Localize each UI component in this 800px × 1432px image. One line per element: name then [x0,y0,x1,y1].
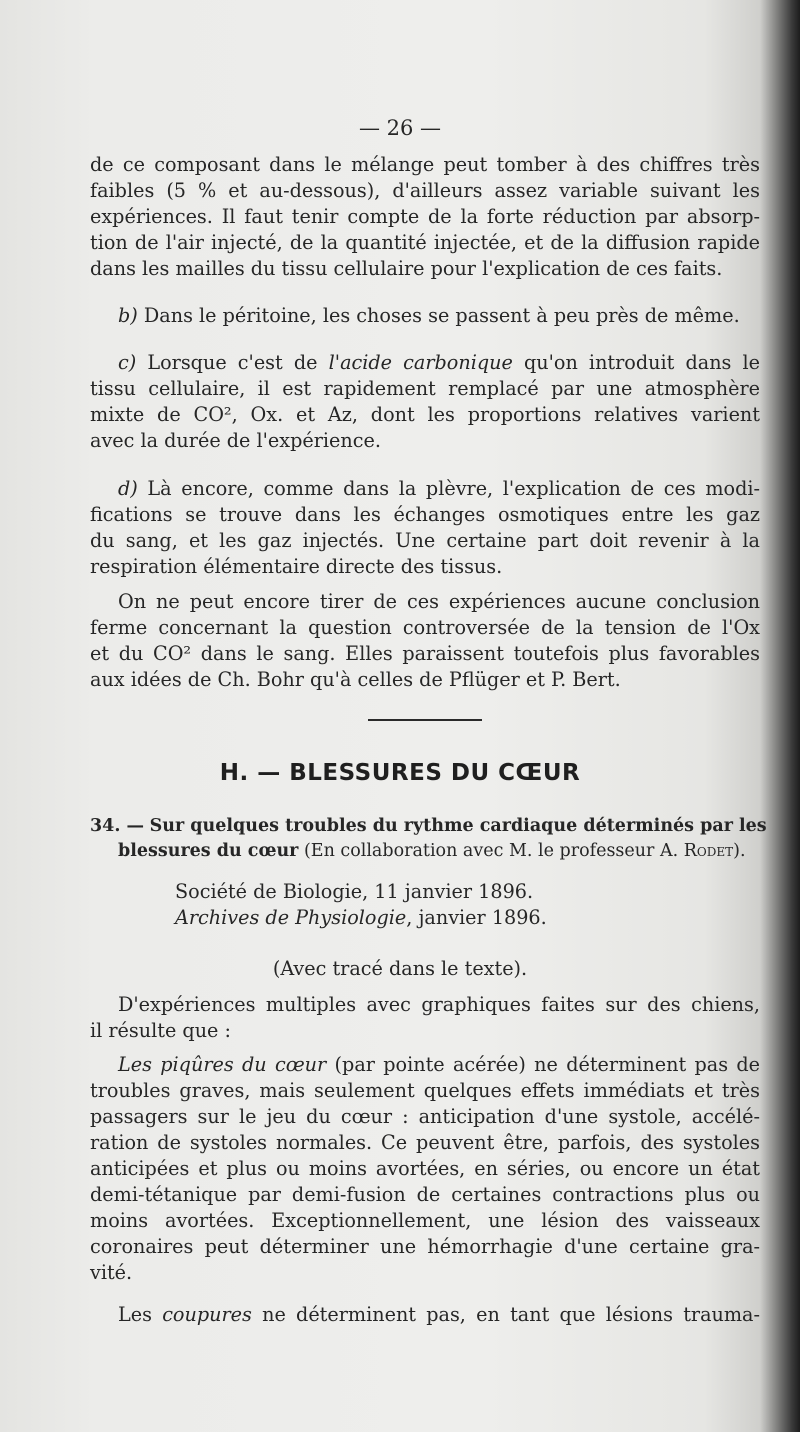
text-line: de ce composant dans le mélange peut tomber à des chiffres très [90,153,760,176]
text-line: aux idées de Ch. Bohr qu'à celles de Pflüger et P. Bert. [90,668,621,691]
text-line: moins avortées. Exceptionnellement, une lésion des vaisseaux [90,1209,760,1232]
text-line: D'expériences multiples avec graphiques faites sur des chiens, [118,993,760,1016]
text-line: tion de l'air injecté, de la quantité injectée, et de la diffusion rapide [90,231,760,254]
text-line: vité. [90,1261,133,1284]
source-reference: Société de Biologie, 11 janvier 1896. [175,880,534,903]
text-line: il résulte que : [90,1019,231,1042]
text-line: tissu cellulaire, il est rapidement remplacé par une atmosphère [90,377,760,400]
source-reference [175,905,547,931]
entry-collaboration: (En collaboration avec M. le professeur A. [303,841,679,861]
text-line: On ne peut encore tirer de ces expériences aucune conclusion [118,590,760,613]
text-line: mixte de CO², Ox. et Az, dont les proportions relatives varient [90,403,760,426]
italic-term: Les piqûres du cœur [118,1053,327,1076]
entry-number: 34. — [90,816,145,836]
paragraph-d-line [118,476,760,502]
italic-term: coupures [162,1303,252,1326]
text-span: Lorsque c'est de [147,351,318,374]
section-heading: H. — BLESSURES DU CŒUR [219,760,581,786]
page-number: — 26 — [358,116,442,140]
collaborator-name: Rodet [683,841,734,861]
text-line: expériences. Il faut tenir compte de la forte réduction par absorp- [90,205,760,228]
entry-title: Sur quelques troubles du rythme cardiaque déterminés par les [149,816,767,836]
text-line: et du CO² dans le sang. Elles paraissent toutefois plus favorables [90,642,760,665]
text-span: , janvier 1896. [406,906,547,929]
paragraph-label: c) [118,351,137,374]
text-line: ferme concernant la question controversée de la tension de l'Ox [90,616,760,639]
text-line: avec la durée de l'expérience. [90,429,381,452]
paragraph-c-line [118,350,760,376]
paragraph-label: d) [118,477,138,500]
text-span: (par pointe acérée) ne déterminent pas de [334,1053,761,1076]
italic-term: l'acide carbonique [328,351,513,374]
text-line: anticipées et plus ou moins avortées, en séries, ou encore un état [90,1157,760,1180]
text-line: respiration élémentaire directe des tissus. [90,555,503,578]
text-line: passagers sur le jeu du cœur : anticipation d'une systole, accélé- [90,1105,760,1128]
entry-title: blessures du cœur [118,841,299,861]
text-span: ). [733,841,746,861]
paragraph-coupures-line [118,1302,760,1328]
paragraph-b [118,303,760,329]
figure-note: (Avec tracé dans le texte). [272,957,528,980]
journal-title: Archives de Physiologie [175,906,407,929]
text-line: fications se trouve dans les échanges osmotiques entre les gaz [90,503,760,526]
text-span: Les [118,1303,152,1326]
text-line: dans les mailles du tissu cellulaire pour l'explication de ces faits. [90,257,723,280]
text-line: coronaires peut déterminer une hémorrhagie d'une certaine gra- [90,1235,760,1258]
text-line: faibles (5 % et au-dessous), d'ailleurs assez variable suivant les [90,179,760,202]
text-line: demi-tétanique par demi-fusion de certaines contractions plus ou [90,1183,760,1206]
section-divider [368,719,482,721]
entry-title-line [118,839,760,863]
text-span: Dans le péritoine, les choses se passent à peu près de même. [143,304,740,327]
text-span: qu'on introduit dans le [523,351,761,374]
text-line: du sang, et les gaz injectés. Une certaine part doit revenir à la [90,529,760,552]
entry-title-line [90,814,767,838]
text-span: ne déterminent pas, en tant que lésions trauma- [262,1303,760,1326]
text-line: ration de systoles normales. Ce peuvent être, parfois, des systoles [90,1131,760,1154]
text-line: troubles graves, mais seulement quelques effets immédiats et très [90,1079,760,1102]
paragraph-piqures-line [118,1052,760,1078]
paragraph-label: b) [118,304,138,327]
text-span: Là encore, comme dans la plèvre, l'explication de ces modi- [147,477,760,500]
